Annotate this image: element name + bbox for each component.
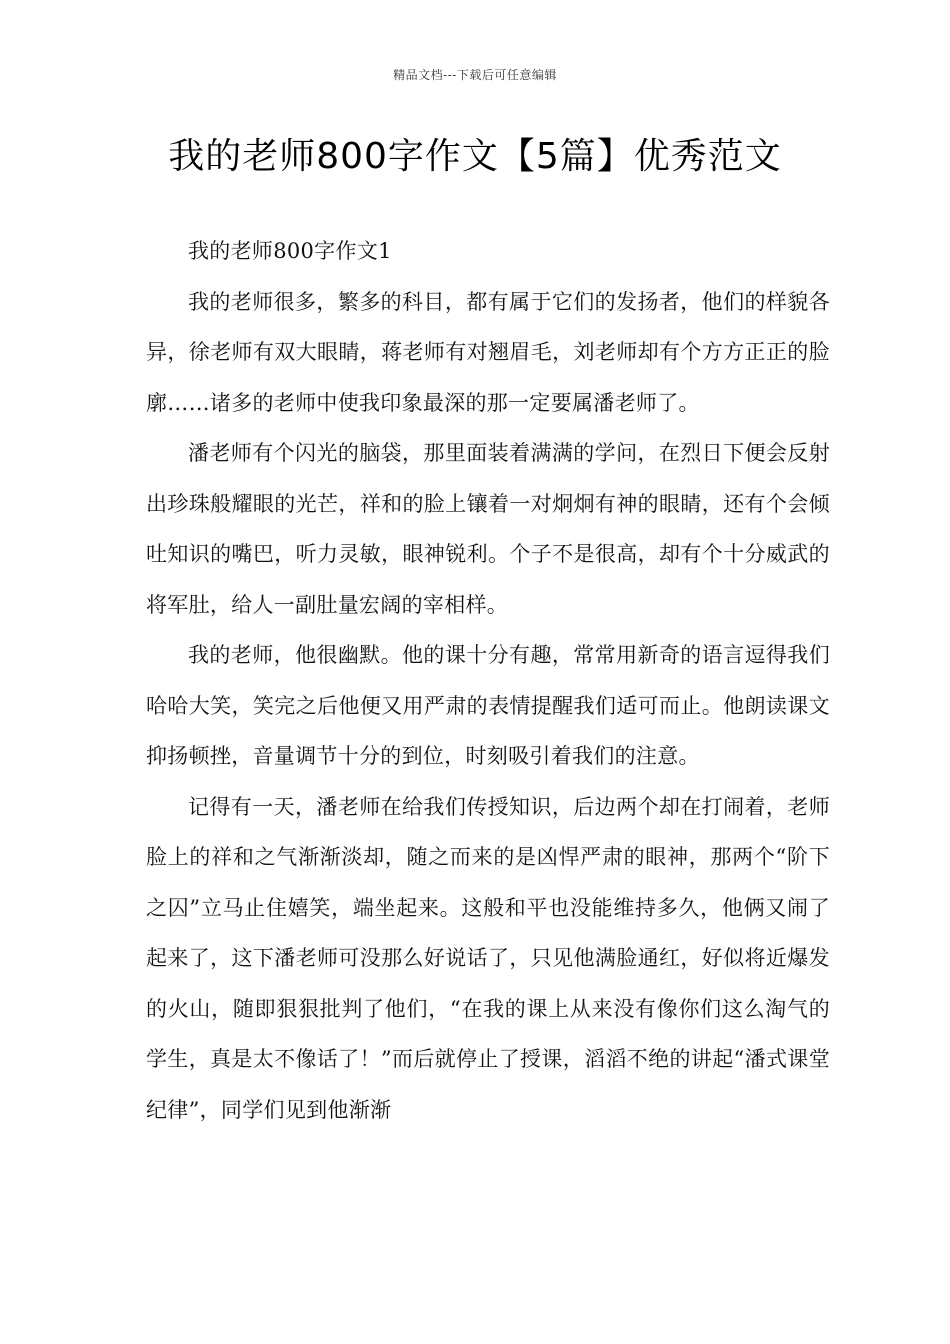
document-title: 我的老师800字作文【5篇】优秀范文 <box>168 136 782 177</box>
header-note: 精品文档---下载后可任意编辑 <box>393 68 557 82</box>
paragraph: 潘老师有个闪光的脑袋，那里面装着满满的学问，在烈日下便会反射出珍珠般耀眼的光芒，祥和的脸上镶着一对炯炯有神的眼睛，还有个会倾吐知识的嘴巴，听力灵敏，眼神锐利。个子不是很高，却有个十分威武的将军肚，给人一副肚量宏阔的宰相样。 <box>146 441 830 617</box>
section-heading: 我的老师800字作文1 <box>188 239 392 263</box>
paragraph: 我的老师，他很幽默。他的课十分有趣，常常用新奇的语言逗得我们哈哈大笑，笑完之后他便又用严肃的表情提醒我们适可而止。他朗读课文抑扬顿挫，音量调节十分的到位，时刻吸引着我们的注意。 <box>146 643 830 768</box>
paragraph: 记得有一天，潘老师在给我们传授知识，后边两个却在打闹着，老师脸上的祥和之气渐渐淡却，随之而来的是凶悍严肃的眼神，那两个“阶下之囚”立马止住嬉笑，端坐起来。这般和平也没能维持多久，他俩又闹了起来了，这下潘老师可没那么好说话了，只见他满脸通红，好似将近爆发的火山，随即狠狠批判了他们，“在我的课上从来没有像你们这么淘气的学生，真是太不像话了！”而后就停止了授课，滔滔不绝的讲起“潘式课堂纪律”，同学们见到他渐渐 <box>146 794 830 1122</box>
document-body <box>146 226 830 1135</box>
paragraph: 我的老师很多，繁多的科目，都有属于它们的发扬者，他们的样貌各异，徐老师有双大眼睛，蒋老师有对翘眉毛，刘老师却有个方方正正的脸廓……诸多的老师中使我印象最深的那一定要属潘老师了。 <box>146 289 830 415</box>
